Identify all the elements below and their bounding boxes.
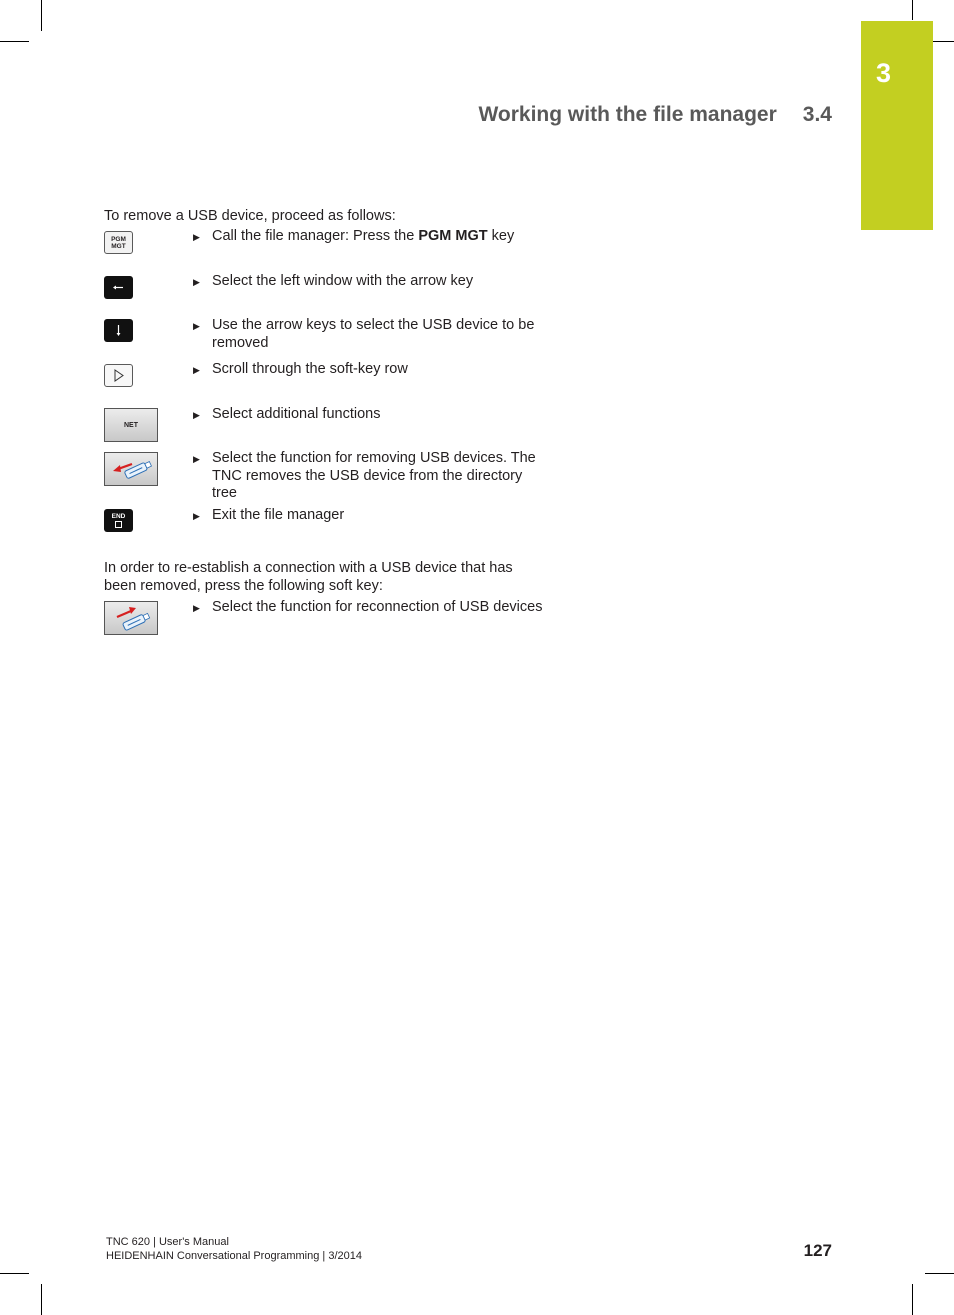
crop-mark <box>0 41 29 42</box>
key-label: PGM <box>111 236 126 243</box>
step-text: Select additional functions <box>212 406 381 422</box>
next-softkey-row-key-icon <box>104 364 133 387</box>
running-header <box>478 103 832 127</box>
bullet-icon: ▶ <box>193 603 200 613</box>
step-text: Select the function for reconnection of USB devices <box>212 599 543 615</box>
bullet-icon: ▶ <box>193 277 200 287</box>
end-key-icon <box>104 509 133 532</box>
intro-text: To remove a USB device, proceed as follows: <box>104 208 396 224</box>
crop-mark <box>41 0 42 31</box>
remove-usb-softkey-icon <box>104 452 158 486</box>
crop-mark <box>0 1273 29 1274</box>
step-text: Use the arrow keys to select the USB device to be removed <box>212 317 535 351</box>
crop-mark <box>925 1273 954 1274</box>
step-text: Call the file manager: Press the PGM MGT key <box>212 228 515 244</box>
bullet-icon: ▶ <box>193 410 200 420</box>
net-softkey-icon <box>104 408 158 442</box>
square-icon <box>115 521 122 528</box>
step-text: Select the function for removing USB devices. The TNC removes the USB device from the directory tree <box>212 450 536 501</box>
page-number: 127 <box>803 1241 832 1260</box>
reconnect-intro-text: In order to re-establish a connection with a USB device that has been removed, press the following soft key: <box>104 560 513 594</box>
footer-publisher: HEIDENHAIN Conversational Programming | 3/2014 <box>106 1250 362 1262</box>
reconnect-usb-softkey-icon <box>104 601 158 635</box>
bullet-icon: ▶ <box>193 232 200 242</box>
key-label: END <box>111 513 126 520</box>
key-name: PGM MGT <box>418 228 488 244</box>
chapter-tab <box>861 21 933 230</box>
footer <box>106 1235 362 1263</box>
arrow-left-key-icon <box>104 276 133 299</box>
bullet-icon: ▶ <box>193 321 200 331</box>
arrow-down-key-icon <box>104 319 133 342</box>
crop-mark <box>41 1284 42 1315</box>
bullet-icon: ▶ <box>193 365 200 375</box>
bullet-icon: ▶ <box>193 511 200 521</box>
step-text: Select the left window with the arrow key <box>212 273 474 289</box>
section-number: 3.4 <box>802 103 832 126</box>
bullet-icon: ▶ <box>193 454 200 464</box>
key-label: MGT <box>111 243 126 250</box>
chapter-number: 3 <box>876 58 892 88</box>
header-title: Working with the file manager <box>478 103 777 126</box>
key-label: NET <box>124 422 138 429</box>
footer-manual: TNC 620 | User's Manual <box>106 1236 229 1248</box>
step-text: Scroll through the soft-key row <box>212 361 408 377</box>
pgm-mgt-key-icon <box>104 231 133 254</box>
crop-mark <box>912 0 913 20</box>
crop-mark <box>912 1284 913 1315</box>
step-text: Exit the file manager <box>212 507 345 523</box>
